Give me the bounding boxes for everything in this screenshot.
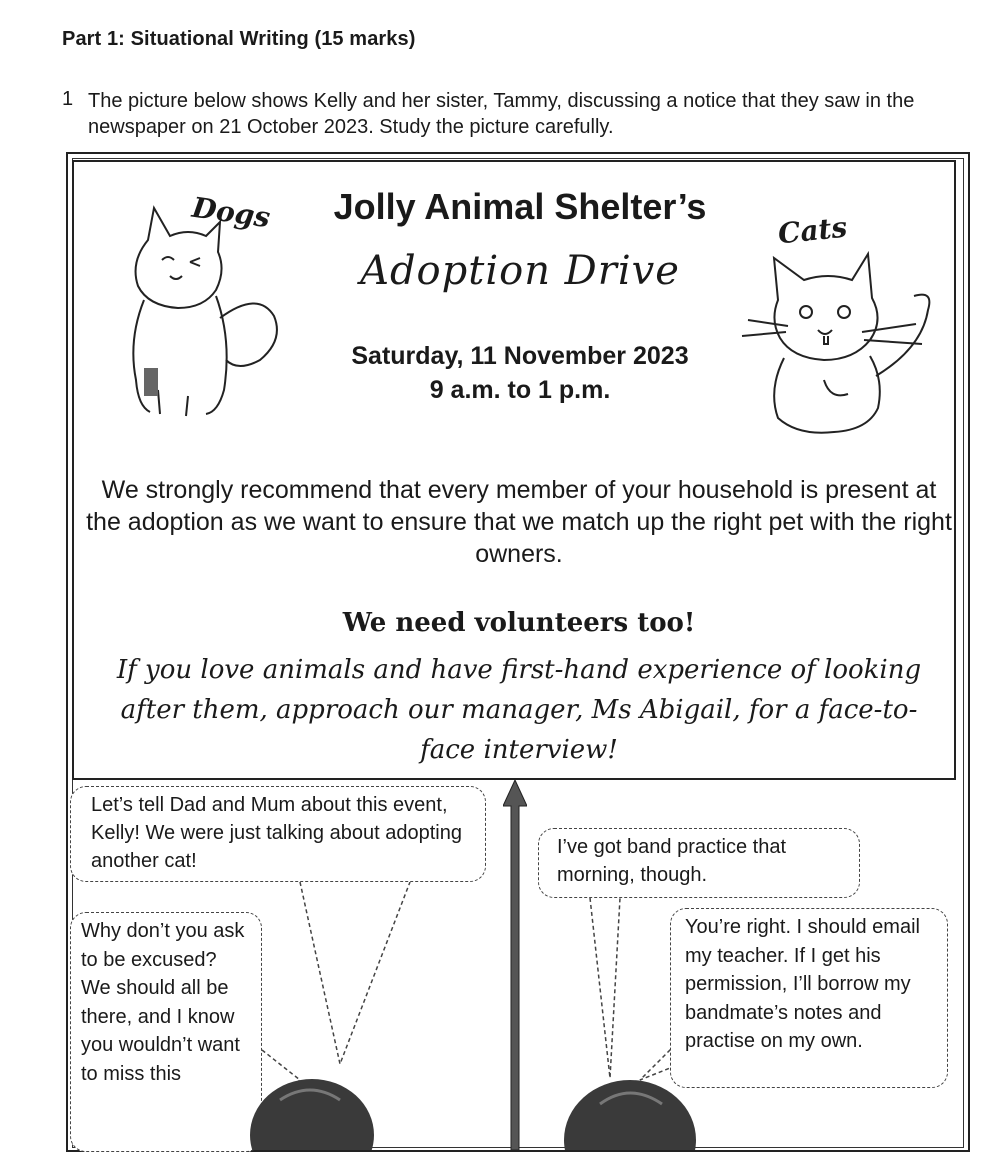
speech-bubble-tammy-2: Why don’t you ask to be excused? We should all be there, and I know you wouldn’t want to miss this bbox=[70, 912, 262, 1152]
cats-label: Cats bbox=[776, 210, 849, 251]
event-date: Saturday, 11 November 2023 bbox=[351, 342, 689, 370]
volunteer-heading: We need volunteers too! bbox=[342, 608, 696, 638]
speech-bubble-kelly-1: I’ve got band practice that morning, though. bbox=[538, 828, 860, 898]
cat-illustration-icon bbox=[738, 240, 938, 440]
volunteer-text: If you love animals and have first-hand experience of looking after them, approach our manager, Ms Abigail, for a face-to-face interview! bbox=[116, 655, 922, 765]
notice-subtitle: Adoption Drive bbox=[360, 248, 680, 294]
characters-heads bbox=[240, 1040, 760, 1150]
speech-bubble-tammy-1: Let’s tell Dad and Mum about this event, Kelly! We were just talking about adopting another cat! bbox=[70, 786, 486, 882]
speech-bubble-kelly-2: You’re right. I should email my teacher. If I get his permission, I’ll borrow my bandmate’s notes and practise on my own. bbox=[670, 908, 948, 1088]
part-heading: Part 1: Situational Writing (15 marks) bbox=[62, 28, 416, 50]
notice-body: We strongly recommend that every member of your household is present at the adoption as we want to ensure that we match up the right pet with the right owners. bbox=[86, 476, 952, 568]
notice-title: Jolly Animal Shelter’s bbox=[333, 186, 707, 227]
event-time: 9 a.m. to 1 p.m. bbox=[429, 376, 611, 404]
question-text: The picture below shows Kelly and her sister, Tammy, discussing a notice that they saw in the newspaper on 21 October 2023. Study the picture carefully. bbox=[88, 90, 915, 138]
dog-illustration-icon bbox=[108, 200, 288, 425]
dogs-label: Dogs bbox=[190, 190, 273, 235]
question-number: 1 bbox=[62, 88, 74, 110]
